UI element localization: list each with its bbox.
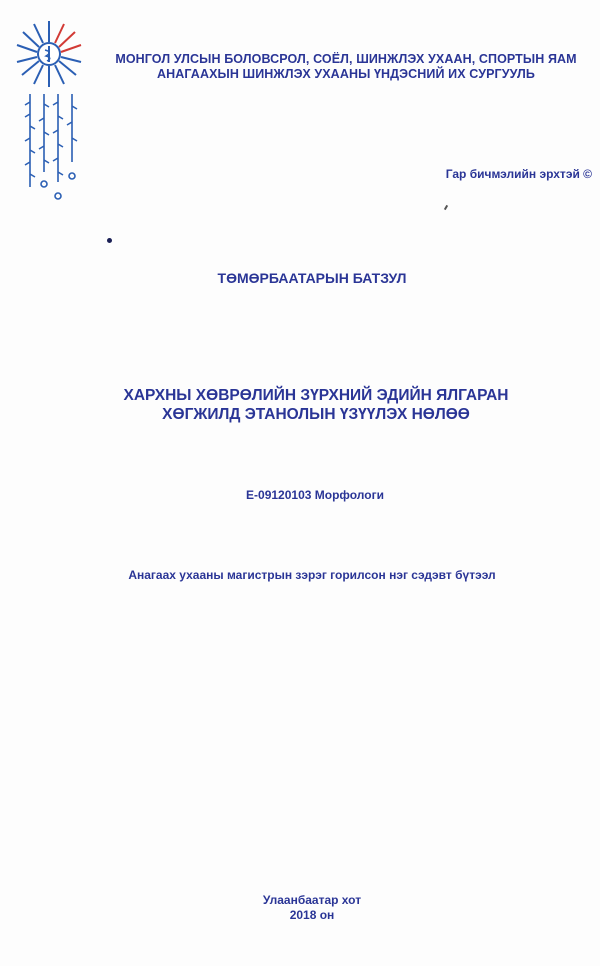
- university-name: АНАГААХЫН ШИНЖЛЭХ УХААНЫ ҮНДЭСНИЙ ИХ СУРГУУЛЬ: [157, 67, 535, 81]
- university-emblem-icon: [14, 18, 84, 90]
- thesis-title-line-1: ХАРХНЫ ХӨВРӨЛИЙН ЗҮРХНИЙ ЭДИЙН ЯЛГАРАН: [123, 387, 509, 404]
- institution-header: [96, 52, 596, 82]
- copyright-notice: Гар бичмэлийн эрхтэй ©: [445, 167, 592, 181]
- ink-mark: [444, 205, 448, 210]
- year: 2018 он: [289, 908, 335, 922]
- ministry-name: МОНГОЛ УЛСЫН БОЛОВСРОЛ, СОЁЛ, ШИНЖЛЭХ УХААН, СПОРТЫН ЯАМ: [115, 52, 577, 66]
- degree-statement: Анагаах ухааны магистрын зэрэг горилсон нэг сэдэвт бүтээл: [128, 568, 496, 582]
- ink-dot: [107, 238, 112, 243]
- specialty-code: E-09120103 Морфологи: [246, 488, 384, 502]
- thesis-title: [96, 386, 536, 424]
- thesis-title-line-2: ХӨГЖИЛД ЭТАНОЛЫН ҮЗҮҮЛЭХ НӨЛӨӨ: [162, 406, 470, 423]
- mongolian-script-name: [20, 92, 100, 212]
- place-and-year: [0, 893, 600, 923]
- author-name: ТӨМӨРБААТАРЫН БАТЗУЛ: [217, 270, 407, 286]
- place: Улаанбаатар хот: [262, 893, 362, 907]
